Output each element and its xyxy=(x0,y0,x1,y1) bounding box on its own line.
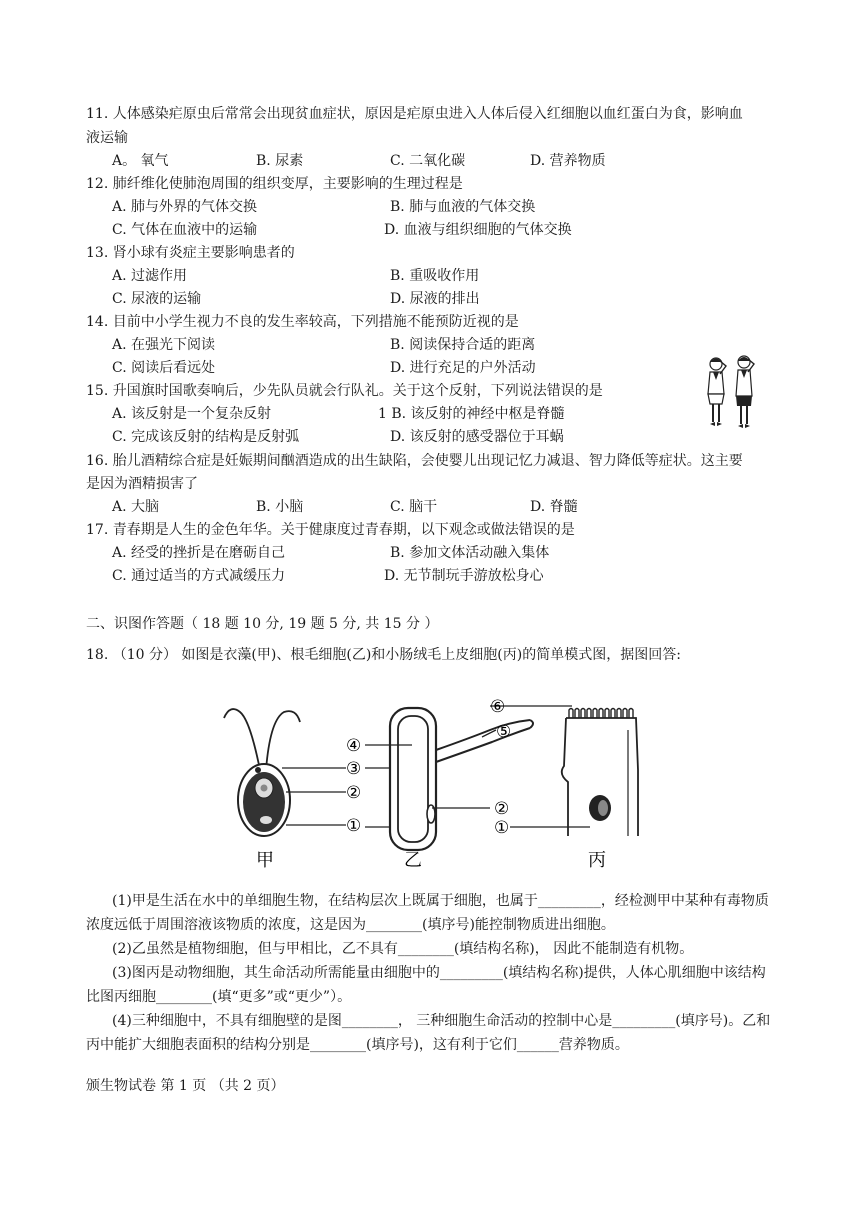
q15-option-b: 1 B. 该反射的神经中枢是脊髓 xyxy=(378,406,565,422)
q18-sub1-line1: (1)甲是生活在水中的单细胞生物，在结构层次上既属于细胞，也属于_________，经检测甲中某种有毒物质 xyxy=(112,893,769,909)
label-3-jia: ③ xyxy=(346,759,362,779)
q11-option-b: B. 尿素 xyxy=(256,153,304,169)
q17-option-a: A. 经受的挫折是在磨砺自己 xyxy=(112,545,286,561)
microvilli xyxy=(569,709,633,719)
q13-option-a: A. 过滤作用 xyxy=(112,268,188,284)
q18-sub1-line2: 浓度远低于周围溶液该物质的浓度，这是因为________(填序号)能控制物质进出细胞。 xyxy=(86,917,615,933)
q13-option-c: C. 尿液的运输 xyxy=(112,291,202,307)
label-bing: 丙 xyxy=(588,850,606,870)
label-2-jia: ② xyxy=(346,783,362,803)
q11-stem-line1: 11. 人体感染疟原虫后常常会出现贫血症状，原因是疟原虫进入人体后侵入红细胞以血红蛋白为食，影响血 xyxy=(86,106,743,122)
q13-option-d: D. 尿液的排出 xyxy=(390,291,480,307)
page-footer: 颁生物试卷 第 1 页 （共 2 页） xyxy=(86,1078,285,1094)
label-4-yi: ④ xyxy=(346,736,362,756)
q14-option-d: D. 进行充足的户外活动 xyxy=(390,360,536,376)
chlamydomonas-cell xyxy=(224,709,346,836)
q14-option-b: B. 阅读保持合适的距离 xyxy=(390,337,536,353)
intestinal-epithelial-cell xyxy=(490,706,638,836)
q16-option-c: C. 脑干 xyxy=(390,499,438,515)
saluting-students-illustration xyxy=(690,352,770,430)
q16-option-a: A. 大脑 xyxy=(112,499,160,515)
section2-heading: 二、识图作答题（ 18 题 10 分, 19 题 5 分, 共 15 分 ） xyxy=(86,616,439,632)
q16-stem-line2: 是因为酒精损害了 xyxy=(86,476,198,492)
q17-stem: 17. 青春期是人生的金色年华。关于健康度过青春期，以下观念或做法错误的是 xyxy=(86,522,575,538)
q14-option-a: A. 在强光下阅读 xyxy=(112,337,216,353)
q13-stem: 13. 肾小球有炎症主要影响患者的 xyxy=(86,245,295,261)
cell-diagram-figure xyxy=(200,690,670,870)
label-5-yi: ⑤ xyxy=(496,722,512,742)
label-yi: 乙 xyxy=(404,850,422,870)
q17-option-d: D. 无节制玩手游放松身心 xyxy=(384,568,544,584)
q14-stem: 14. 目前中小学生视力不良的发生率较高，下列措施不能预防近视的是 xyxy=(86,314,519,330)
q11-option-d: D. 营养物质 xyxy=(530,153,606,169)
q18-sub2: (2)乙虽然是植物细胞，但与甲相比，乙不具有________(填结构名称)， 因此不能制造有机物。 xyxy=(112,941,694,957)
q12-option-b: B. 肺与血液的气体交换 xyxy=(390,199,536,215)
q14-option-c: C. 阅读后看远处 xyxy=(112,360,216,376)
q12-option-c: C. 气体在血液中的运输 xyxy=(112,222,258,238)
label-2-shared: ② xyxy=(494,799,510,819)
label-jia: 甲 xyxy=(256,850,274,870)
q13-option-b: B. 重吸收作用 xyxy=(390,268,480,284)
q18-stem: 18. （10 分） 如图是衣藻(甲)、根毛细胞(乙)和小肠绒毛上皮细胞(丙)的简单模式图，据图回答: xyxy=(86,647,681,663)
label-1-jia: ① xyxy=(346,816,362,836)
q15-stem: 15. 升国旗时国歌奏响后，少先队员就会行队礼。关于这个反射，下列说法错误的是 xyxy=(86,383,603,399)
label-1-shared: ① xyxy=(494,818,510,838)
q15-option-a: A. 该反射是一个复杂反射 xyxy=(112,406,272,422)
q11-option-a: A。 氧气 xyxy=(112,153,169,169)
q12-stem: 12. 肺纤维化使肺泡周围的组织变厚，主要影响的生理过程是 xyxy=(86,176,463,192)
q11-option-c: C. 二氧化碳 xyxy=(390,153,466,169)
q18-sub4-line2: 丙中能扩大细胞表面积的结构分别是________(填序号)，这有利于它们______营养物质。 xyxy=(86,1037,629,1053)
q16-stem-line1: 16. 胎儿酒精综合症是妊娠期间酗酒造成的出生缺陷，会使婴儿出现记忆力减退、智力降低等症状。这主要 xyxy=(86,453,743,469)
q16-option-d: D. 脊髓 xyxy=(530,499,578,515)
q12-option-a: A. 肺与外界的气体交换 xyxy=(112,199,258,215)
q17-option-c: C. 通过适当的方式减缓压力 xyxy=(112,568,286,584)
q17-option-b: B. 参加文体活动融入集体 xyxy=(390,545,550,561)
q18-sub4-line1: (4)三种细胞中，不具有细胞壁的是图________， 三种细胞生命活动的控制中心是_________(填序号)。乙和 xyxy=(112,1013,771,1029)
label-6-bing: ⑥ xyxy=(490,697,506,717)
q11-stem-line2: 液运输 xyxy=(86,130,128,146)
q15-option-c: C. 完成该反射的结构是反射弧 xyxy=(112,429,300,445)
q16-option-b: B. 小脑 xyxy=(256,499,304,515)
q15-option-d: D. 该反射的感受器位于耳蜗 xyxy=(390,429,564,445)
q18-sub3-line2: 比图丙细胞________(填“更多”或“更少”）。 xyxy=(86,989,352,1005)
q12-option-d: D. 血液与组织细胞的气体交换 xyxy=(384,222,572,238)
q18-sub3-line1: (3)图丙是动物细胞，其生命活动所需能量由细胞中的_________(填结构名称)提供，人体心肌细胞中该结构 xyxy=(112,965,766,981)
